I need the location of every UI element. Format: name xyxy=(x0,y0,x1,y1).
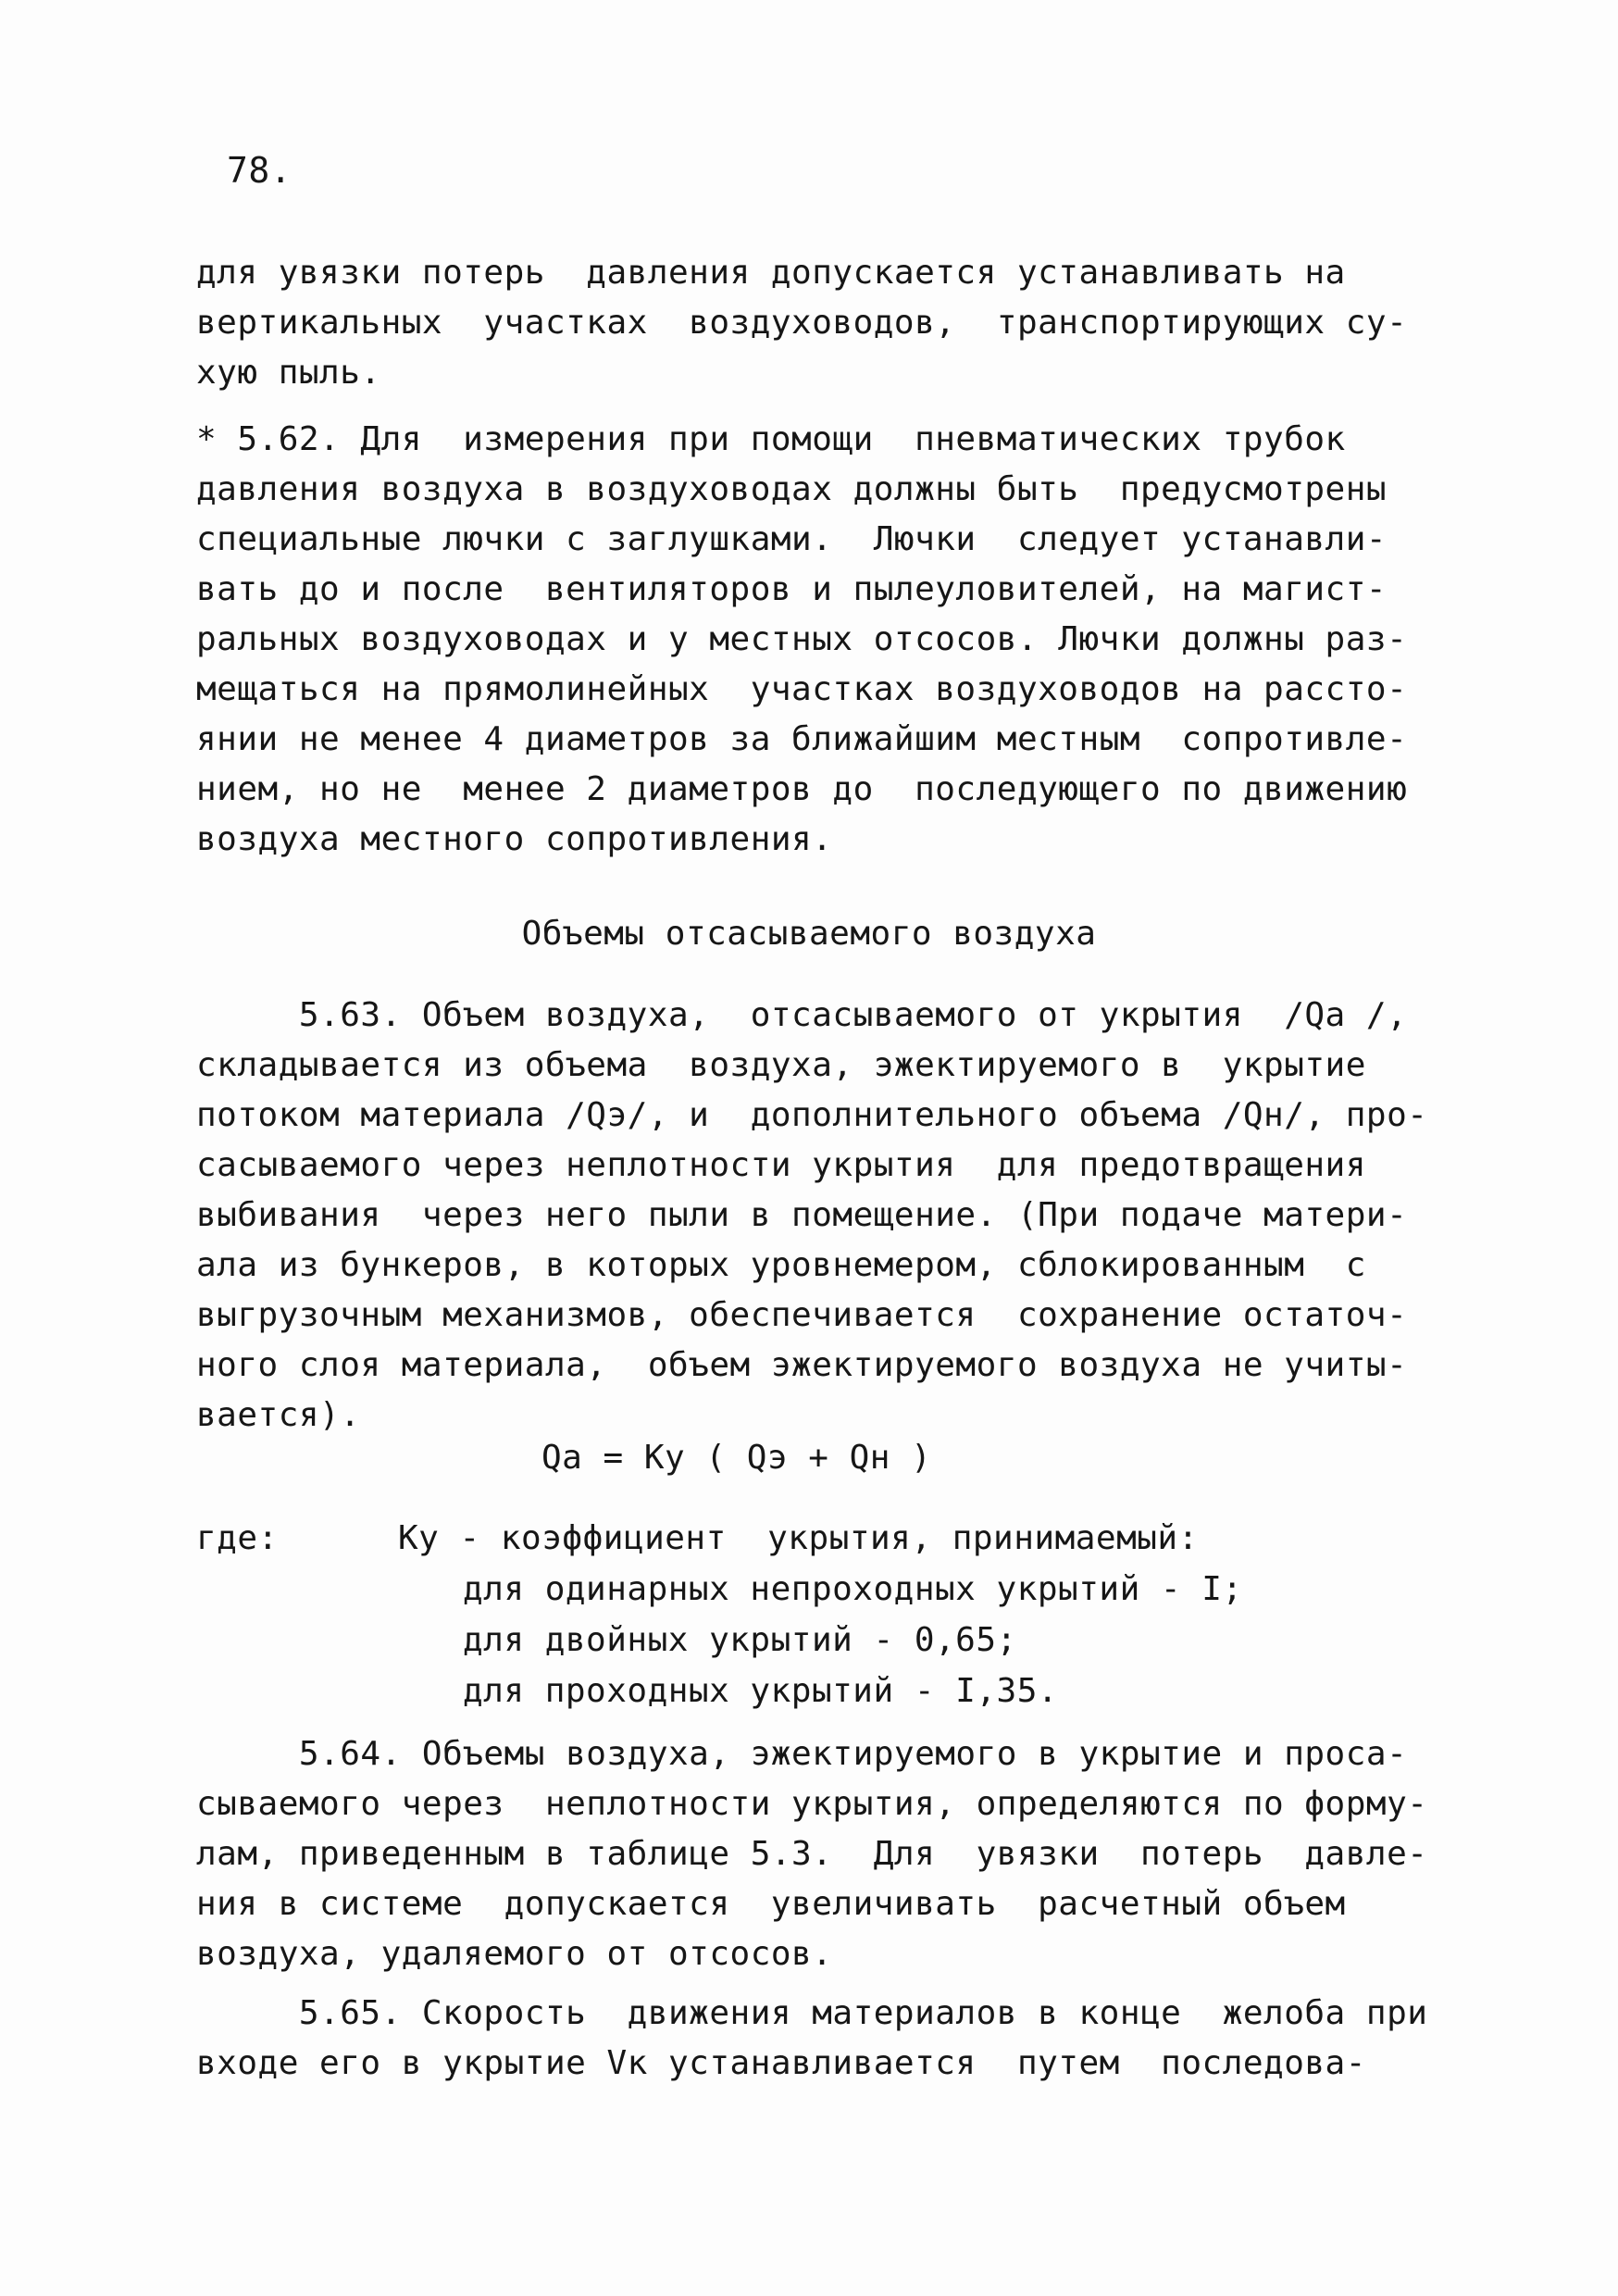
where-case: для одинарных непроходных укрытий - I; xyxy=(463,1570,1243,1608)
text-line: ного слоя материала, объем эжектируемого воздуха не учиты- xyxy=(196,1346,1408,1384)
text-line: вать до и после вентиляторов и пылеуловителей, на магист- xyxy=(196,570,1388,608)
text-line: потоком материала /Qэ/, и дополнительного объема /Qн/, про- xyxy=(196,1096,1428,1134)
text-line: сасываемого через неплотности укрытия для предотвращения xyxy=(196,1146,1366,1184)
text-line: выгрузочным механизмов, обеспечивается сохранение остаточ- xyxy=(196,1296,1408,1334)
text-line: воздуха местного сопротивления. xyxy=(196,820,833,858)
where-case: для двойных укрытий - 0,65; xyxy=(463,1621,1017,1659)
text-line: хую пыль. xyxy=(196,354,381,392)
text-line: янии не менее 4 диаметров за ближайшим местным сопротивле- xyxy=(196,720,1408,758)
text-line: ала из бункеров, в которых уровнемером, сблокированным с xyxy=(196,1246,1366,1284)
text-line: нием, но не менее 2 диаметров до последующего по движению xyxy=(196,770,1408,808)
text-line: 5.64. Объемы воздуха, эжектируемого в укрытие и проса- xyxy=(196,1735,1408,1773)
text-line: вается). xyxy=(196,1396,361,1434)
text-line: входе его в укрытие Vк устанавливается путем последова- xyxy=(196,2044,1366,2082)
text-line: * 5.62. Для измерения при помощи пневматических трубок xyxy=(196,420,1346,458)
text-line: сываемого через неплотности укрытия, определяются по форму- xyxy=(196,1785,1428,1823)
text-line: лам, приведенным в таблице 5.3. Для увязки потерь давле- xyxy=(196,1835,1428,1873)
paragraph-5-65 xyxy=(196,1989,1428,2089)
text-line: ральных воздуховодах и у местных отсосов. Лючки должны раз- xyxy=(196,620,1408,658)
where-definition: Ку - коэффициент укрытия, принимаемый: xyxy=(398,1519,1199,1557)
text-line: 5.65. Скорость движения материалов в конце желоба при xyxy=(196,1994,1428,2032)
where-label: где: xyxy=(196,1519,279,1557)
text-line: мещаться на прямолинейных участках воздуховодов на рассто- xyxy=(196,670,1408,708)
formula: Qа = Ку ( Qэ + Qн ) xyxy=(541,1439,932,1477)
where-case: для проходных укрытий - I,35. xyxy=(463,1672,1059,1710)
text-line: давления воздуха в воздуховодах должны быть предусмотрены xyxy=(196,470,1388,508)
text-line: для увязки потерь давления допускается устанавливать на xyxy=(196,254,1346,292)
paragraph-continuation xyxy=(196,248,1418,398)
paragraph-5-62 xyxy=(196,415,1418,865)
text-line: складывается из объема воздуха, эжектируемого в укрытие xyxy=(196,1046,1366,1084)
text-line: выбивания через него пыли в помещение. (При подаче матери- xyxy=(196,1196,1408,1234)
text-line: 5.63. Объем воздуха, отсасываемого от укрытия /Qа /, xyxy=(196,996,1408,1034)
text-line: специальные лючки с заглушками. Лючки следует устанавли- xyxy=(196,520,1388,558)
section-heading: Объемы отсасываемого воздуха xyxy=(521,915,1097,953)
text-line: ния в системе допускается увеличивать расчетный объем xyxy=(196,1885,1346,1923)
page-number: 78. xyxy=(227,150,292,191)
text-line: вертикальных участках воздуховодов, транспортирующих су- xyxy=(196,304,1408,342)
text-line: воздуха, удаляемого от отсосов. xyxy=(196,1935,833,1973)
paragraph-5-64 xyxy=(196,1729,1428,1979)
paragraph-5-63 xyxy=(196,991,1428,1441)
